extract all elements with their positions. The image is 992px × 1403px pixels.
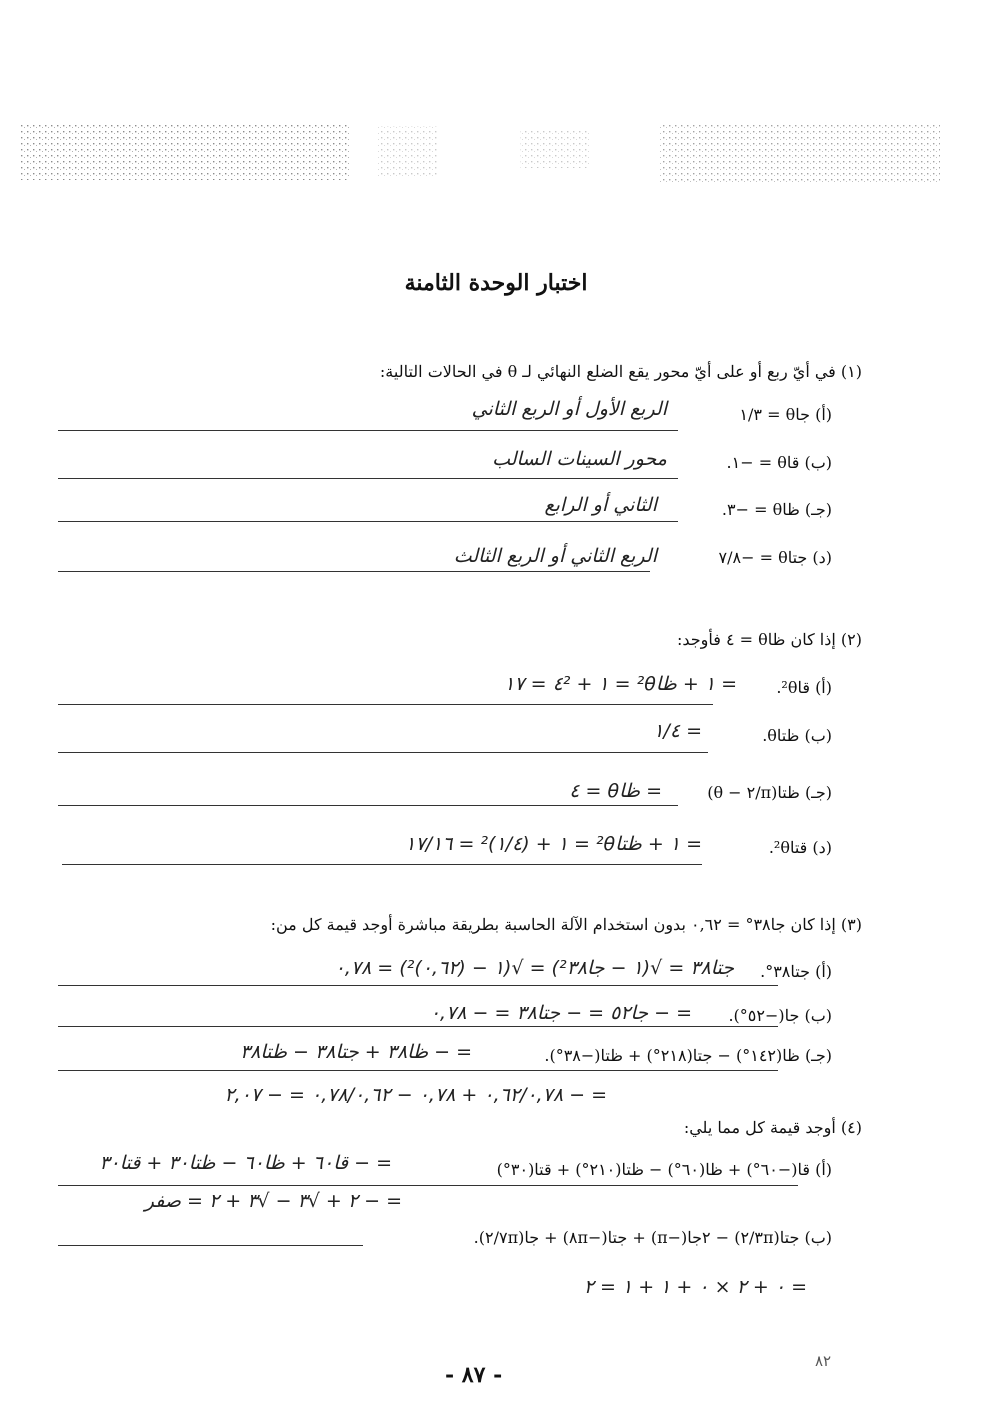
q2-prompt: (٢) إذا كان ظاθ = ٤ فأوجد: (676, 630, 862, 649)
q1-a-label: (أ) جاθ = ١/٣ (739, 405, 832, 424)
q4-b-label: (ب) جتا(٣π/٢) − ٢جا(−π) + جتا(−٨π) + جا(٧π/٢). (473, 1228, 832, 1247)
q1-a-line (58, 430, 678, 431)
q3-b-label: (ب) جا(−٥٢°). (728, 1006, 832, 1025)
q3-a-answer: جتا٣٨ = √(١ − جا²٣٨) = √(١ − (٠,٦٢)²) = ٠,٧٨ (334, 957, 734, 979)
q3-a-line (58, 985, 778, 986)
q2-b-label: (ب) ظتاθ. (762, 726, 832, 745)
q2-d-line (62, 864, 702, 865)
q1-c-label: (جـ) ظاθ = −٣. (721, 500, 832, 519)
q3-prompt: (٣) إذا كان جا٣٨° = ٠,٦٢ بدون استخدام الآلة الحاسبة بطريقة مباشرة أوجد قيمة كل من: (270, 915, 862, 934)
q2-a-line (58, 704, 713, 705)
q2-d-answer: = ١ + ظتا²θ = ١ + (١/٤)² = ١٧/١٦ (405, 833, 702, 855)
q1-prompt: (١) في أيّ ربع أو على أيّ محور يقع الضلع النهائي لـ θ في الحالات التالية: (379, 362, 862, 381)
q1-b-answer: محور السينات السالب (492, 448, 667, 470)
q1-c-line (58, 521, 678, 522)
scan-noise (20, 112, 940, 190)
q1-d-label: (د) جتاθ = −٧/٨ (718, 548, 832, 567)
q3-a-label: (أ) جتا٣٨°. (760, 962, 832, 981)
page-title: اختبار الوحدة الثامنة (404, 270, 588, 296)
q2-b-line (58, 752, 708, 753)
q1-b-label: (ب) قاθ = −١. (726, 453, 832, 472)
q2-a-answer: = ١ + ظا²θ = ١ + ٤² = ١٧ (504, 673, 737, 695)
q1-d-line (58, 571, 650, 572)
q1-c-answer: الثاني أو الرابع (544, 494, 657, 516)
q3-b-answer: = − جا٥٢ = − جتا٣٨ = − ٠,٧٨ (429, 1002, 692, 1024)
q1-a-answer: الربع الأول أو الربع الثاني (471, 398, 667, 420)
q4-b-line (58, 1245, 363, 1246)
q1-b-line (58, 478, 678, 479)
q3-c-line (58, 1070, 778, 1071)
q3-c-answer-cont: = − ٠,٦٢/٠,٧٨ + ٠,٧٨ − ٠,٧٨/٠,٦٢ = − ٢,٠٧ (224, 1084, 607, 1106)
q4-a-answer: = − قا٦٠ + ظا٦٠ − ظتا٣٠ + قتا٣٠ (99, 1152, 392, 1174)
q2-a-label: (أ) قا²θ. (776, 678, 832, 697)
q4-a-answer-cont: = − ٢ + √٣ − √٣ + ٢ = صفر (144, 1190, 402, 1212)
q2-c-line (58, 805, 678, 806)
q2-c-label: (جـ) ظتا(π/٢ − θ) (707, 783, 832, 802)
q2-c-answer: = ظاθ = ٤ (569, 780, 662, 802)
q4-b-answer: = ٠ + ٢ × ٠ + ١ + ١ = ٢ (583, 1276, 807, 1298)
q3-c-answer: = − ظا٣٨ + جتا٣٨ − ظتا٣٨ (239, 1041, 472, 1063)
q2-d-label: (د) قتا²θ. (768, 838, 832, 857)
q3-c-label: (جـ) ظا(١٤٢°) − جتا(٢١٨°) + ظتا(−٣٨°). (544, 1046, 832, 1065)
q4-a-label: (أ) قا(−٦٠°) + ظا(٦٠°) − ظتا(٢١٠°) + قتا(٣٠°) (496, 1160, 832, 1179)
q4-prompt: (٤) أوجد قيمة كل مما يلي: (683, 1118, 862, 1137)
corner-mark: ٨٢ (815, 1352, 832, 1370)
q4-a-line (58, 1185, 798, 1186)
page-number: - ٨٧ - (445, 1362, 503, 1388)
q2-b-answer: = ١/٤ (653, 720, 702, 742)
q1-d-answer: الربع الثاني أو الربع الثالث (453, 545, 657, 567)
q3-b-line (58, 1026, 778, 1027)
